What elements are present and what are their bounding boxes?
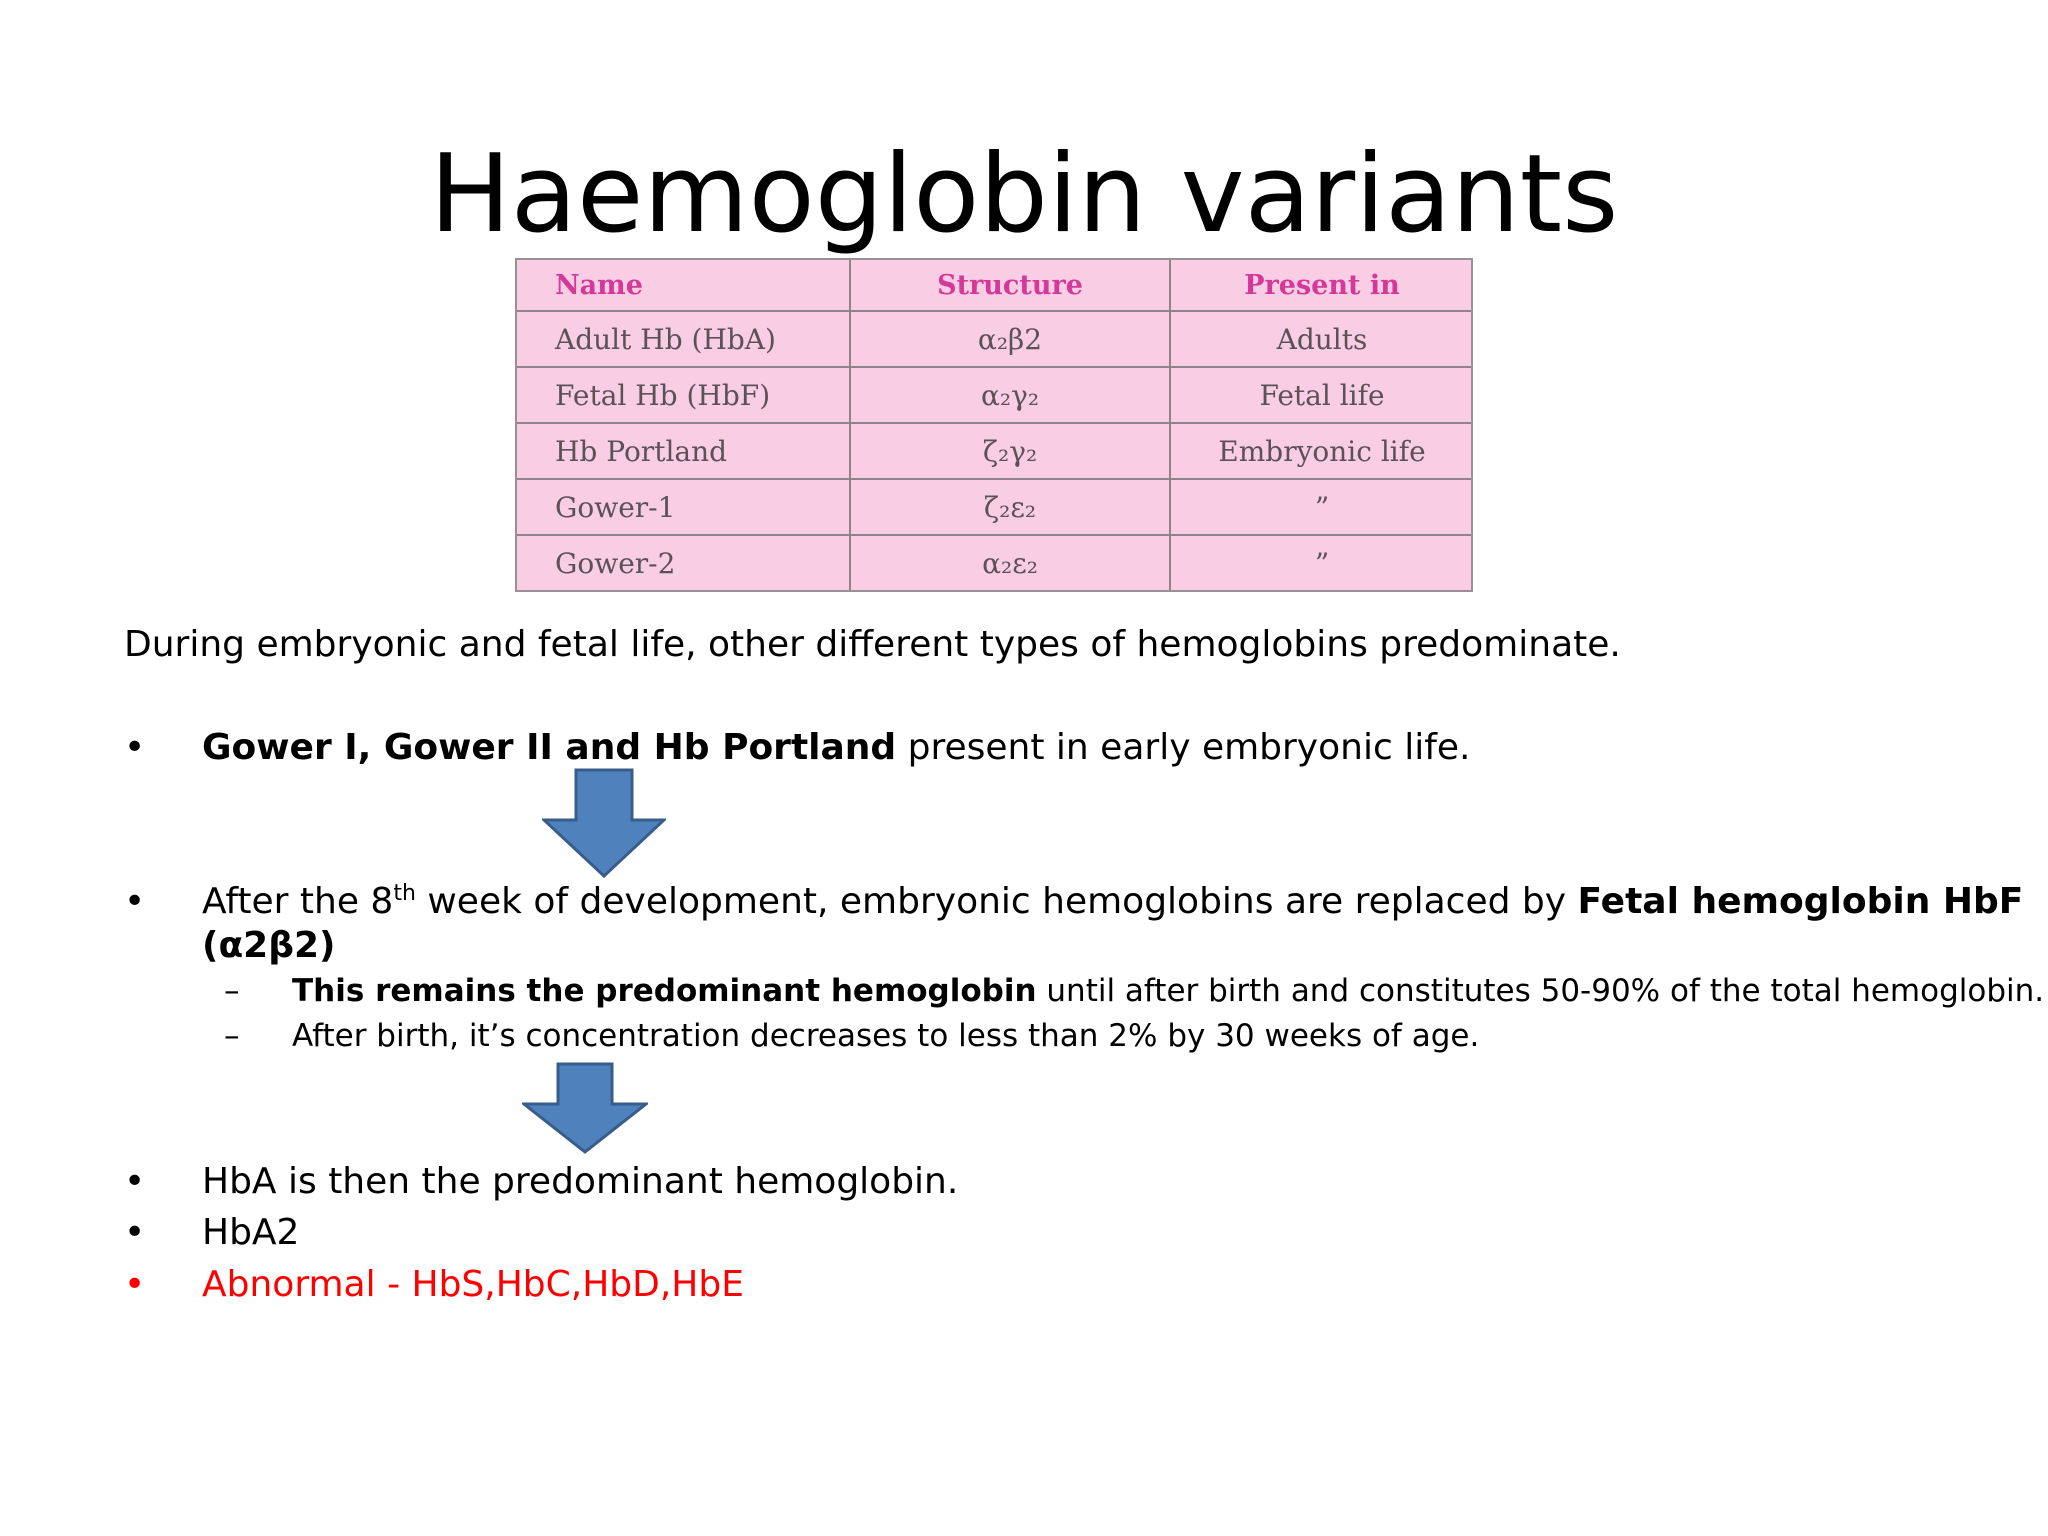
ordinal-superscript: th (393, 881, 416, 906)
table-header-name: Name (555, 269, 643, 301)
bullet-marker: • (124, 727, 146, 768)
bullet-bold-text: Gower I, Gower II and Hb Portland (202, 727, 897, 768)
slide-title: Haemoglobin variants (429, 132, 1619, 257)
sub-bullet-bold-text: This remains the predominant hemoglobin (292, 973, 1037, 1009)
bullet-bold-text: Fetal hemoglobin HbF (α2β2) (202, 881, 2024, 966)
table-cell-name: Fetal Hb (HbF) (555, 378, 771, 412)
table-cell-structure: α₂γ₂ (849, 368, 1169, 422)
table-row (517, 424, 1471, 480)
bullet-marker: • (124, 881, 146, 922)
table-cell-structure: ζ₂ε₂ (849, 480, 1169, 534)
down-arrow-icon (522, 1062, 648, 1154)
table-cell-present-in: Embryonic life (1169, 424, 1473, 478)
table-cell-name: Hb Portland (555, 434, 728, 468)
table-cell-structure: ζ₂γ₂ (849, 424, 1169, 478)
bullet-plain-text: week of development, embryonic hemoglobins are replaced by (415, 881, 1578, 922)
bullet-marker: • (124, 1161, 146, 1202)
bullet-plain-text: present in early embryonic life. (896, 727, 1471, 768)
table-cell-name: Adult Hb (HbA) (555, 322, 776, 356)
sub-bullet-text (292, 971, 2044, 1011)
table-cell-present-in: ” (1169, 536, 1473, 590)
table-row (517, 312, 1471, 368)
bullet-marker: • (124, 1212, 146, 1253)
table-cell-structure: α₂ε₂ (849, 536, 1169, 590)
table-cell-name: Gower-2 (555, 546, 676, 580)
table-row (517, 480, 1471, 536)
bullet-text: HbA2 (202, 1212, 300, 1253)
sub-bullet-plain-text: until after birth and constitutes 50-90% of the total hemoglobin. (1036, 973, 2045, 1009)
table-cell-present-in: ” (1169, 480, 1473, 534)
table-header-row (517, 260, 1471, 312)
bullet-marker: • (124, 1264, 146, 1305)
hemoglobin-table (515, 258, 1473, 592)
down-arrow-icon (542, 768, 666, 878)
sub-bullet-marker: – (224, 973, 240, 1009)
table-cell-structure: α₂β2 (849, 312, 1169, 366)
table-row (517, 536, 1471, 590)
sub-bullet-marker: – (224, 1018, 240, 1054)
bullet-text (202, 880, 2042, 968)
table-header-structure: Structure (849, 260, 1169, 310)
bullet-text: HbA is then the predominant hemoglobin. (202, 1161, 959, 1202)
bullet-plain-text: After the 8 (202, 881, 394, 922)
bullet-text: Abnormal - HbS,HbC,HbD,HbE (202, 1264, 744, 1305)
table-header-present-in: Present in (1169, 260, 1473, 310)
table-cell-name: Gower-1 (555, 490, 676, 524)
bullet-text (202, 726, 1470, 770)
table-row (517, 368, 1471, 424)
sub-bullet-text: After birth, it’s concentration decreases to less than 2% by 30 weeks of age. (292, 1018, 1480, 1054)
table-cell-present-in: Adults (1169, 312, 1473, 366)
intro-text: During embryonic and fetal life, other different types of hemoglobins predominate. (124, 624, 1621, 665)
table-cell-present-in: Fetal life (1169, 368, 1473, 422)
